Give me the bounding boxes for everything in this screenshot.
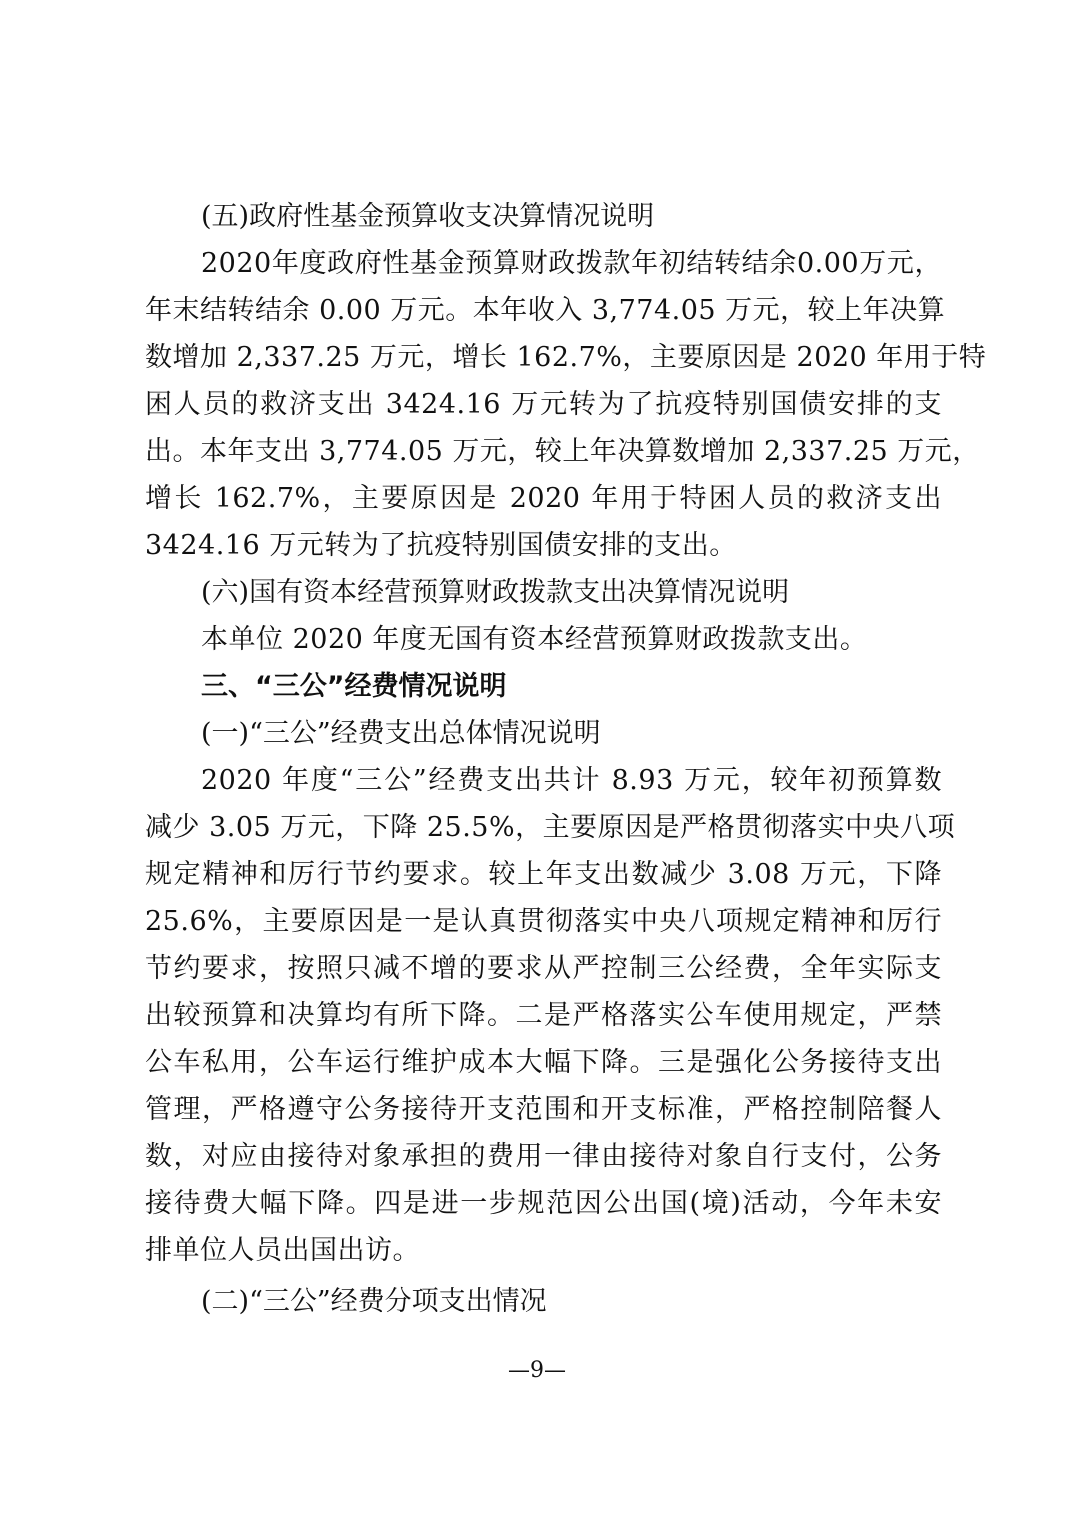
subsection-heading-3-1: (一)“三公”经费支出总体情况说明 [201,718,601,749]
paragraph-line: 规定精神和厉行节约要求。较上年支出数减少 3.08 万元，下降 [145,859,942,890]
paragraph-line: 增长 162.7%，主要原因是 2020 年用于特困人员的救济支出 [145,483,942,514]
paragraph-line: 排单位人员出国出访。 [145,1235,420,1266]
paragraph-line: 2020 年度“三公”经费支出共计 8.93 万元，较年初预算数 [201,765,942,796]
page-number: —9— [508,1358,566,1383]
paragraph-line: 出较预算和决算均有所下降。二是严格落实公车使用规定，严禁 [145,1000,942,1031]
paragraph-line: 节约要求，按照只减不增的要求从严控制三公经费，全年实际支 [145,953,942,984]
paragraph-line: 25.6%，主要原因是一是认真贯彻落实中央八项规定精神和厉行 [145,906,942,937]
part-heading-3: 三、“三公”经费情况说明 [201,671,507,702]
document-body [145,193,987,1325]
paragraph-line: 2020年度政府性基金预算财政拨款年初结转结余0.00万元， [201,248,942,279]
paragraph-line: 接待费大幅下降。四是进一步规范因公出国(境)活动，今年未安 [145,1188,942,1219]
paragraph-line: 管理，严格遵守公务接待开支范围和开支标准，严格控制陪餐人 [145,1094,942,1125]
paragraph-line: 数，对应由接待对象承担的费用一律由接待对象自行支付，公务 [145,1141,942,1172]
paragraph-line: 出。本年支出 3,774.05 万元，较上年决算数增加 2,337.25 万元， [145,436,980,467]
paragraph-line: 公车私用，公车运行维护成本大幅下降。三是强化公务接待支出 [145,1047,942,1078]
paragraph-line: 年末结转结余 0.00 万元。本年收入 3,774.05 万元，较上年决算 [145,295,946,326]
paragraph-line: 本单位 2020 年度无国有资本经营预算财政拨款支出。 [201,624,868,655]
paragraph-line: 困人员的救济支出 3424.16 万元转为了抗疫特别国债安排的支 [145,389,942,420]
subsection-heading-3-2: (二)“三公”经费分项支出情况 [201,1286,547,1317]
section-heading-5: (五)政府性基金预算收支决算情况说明 [201,201,655,232]
section-heading-6: (六)国有资本经营预算财政拨款支出决算情况说明 [201,577,790,608]
paragraph-line: 3424.16 万元转为了抗疫特别国债安排的支出。 [145,530,737,561]
paragraph-line: 减少 3.05 万元，下降 25.5%，主要原因是严格贯彻落实中央八项 [145,812,956,843]
paragraph-line: 数增加 2,337.25 万元，增长 162.7%，主要原因是 2020 年用于特 [145,342,987,373]
